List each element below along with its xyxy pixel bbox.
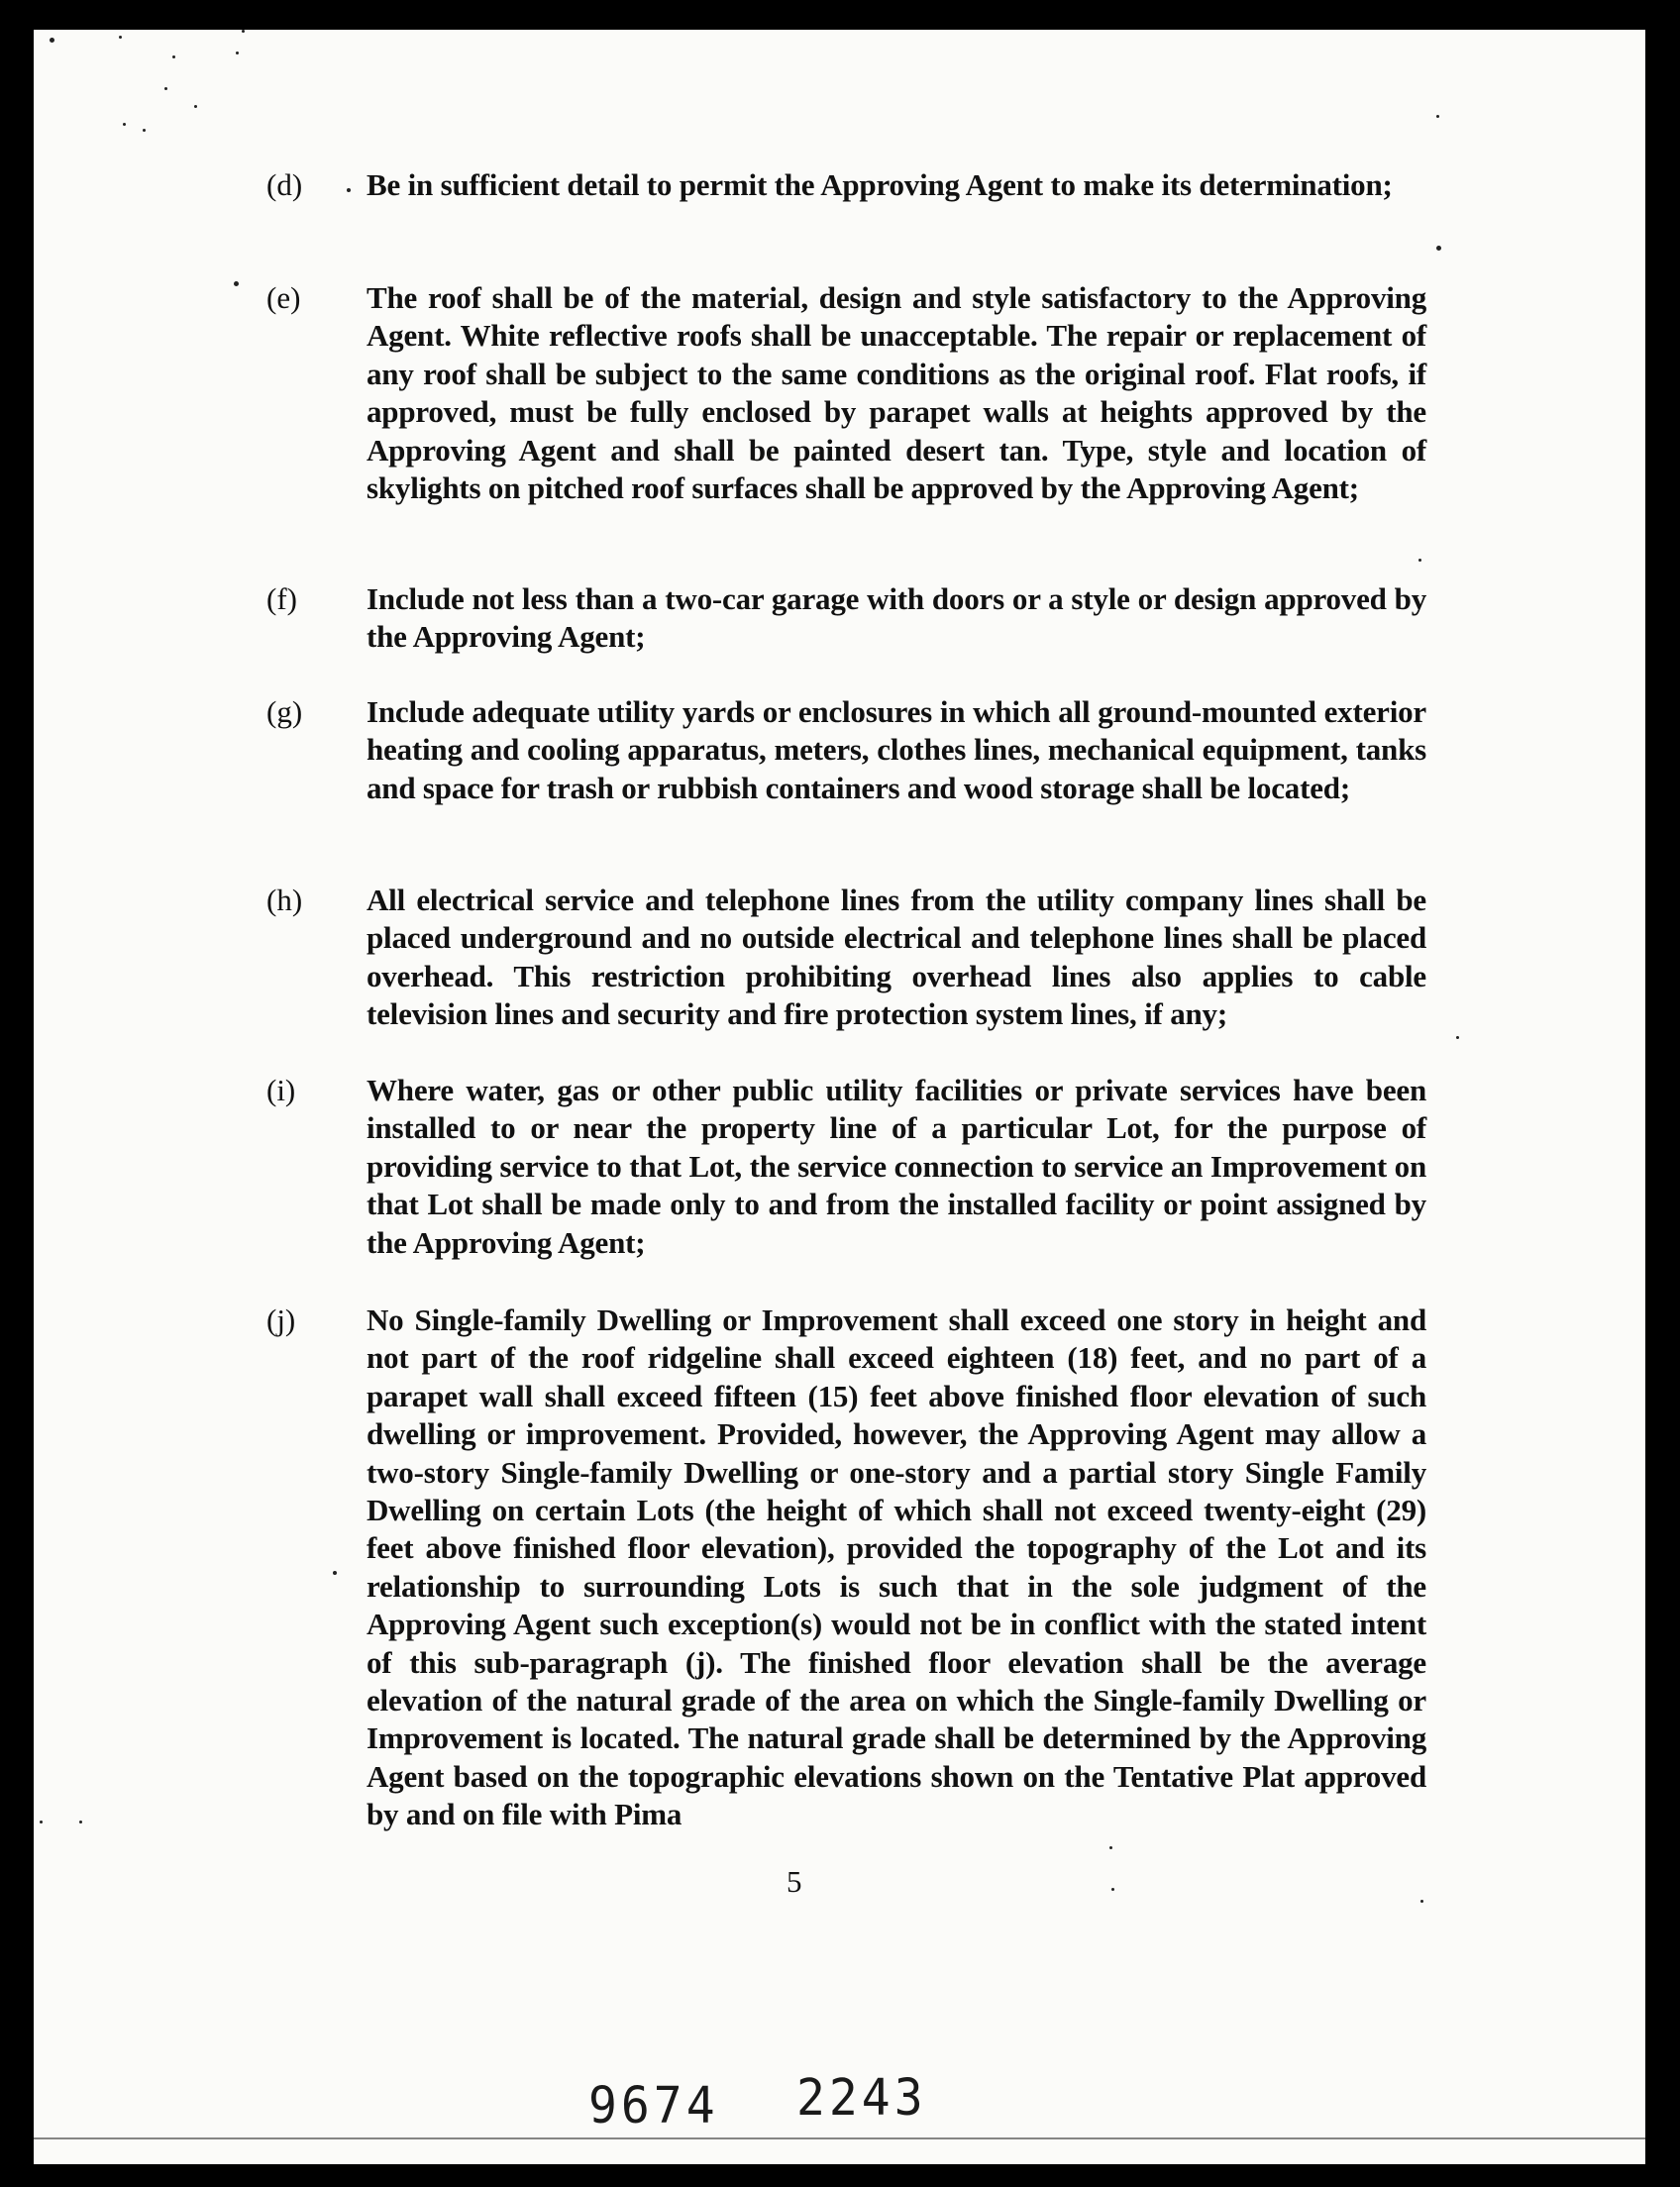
paragraph-text: No Single-family Dwelling or Improvement shall exceed one story in height and not part of the roof ridgeline shall exceed eighteen (18) feet, and no part of a parapet wall shall exceed fifteen (15) feet above finished floor elevation of such dwelling or improvement. Provided, however, the Approving Agent may allow a two-story Single-family Dwelling or one-story and a partial story Single Family Dwelling on certain Lots (the height of which shall not exceed twenty-eight (29) feet above finished floor elevation), provided the topography of the Lot and its relationship to surrounding Lots is such that in the sole judgment of the Approving Agent such exception(s) would not be in conflict with the stated intent of this sub-paragraph (j). The finished floor elevation shall be the average elevation of the natural grade of the area on which the Single-family Dwelling or Improvement is located. The natural grade shall be determined by the Approving Agent based on the topographic elevations shown on the Tentative Plat approved by and on file with Pima: [367, 1302, 1426, 1832]
paragraph-text: All electrical service and telephone lines from the utility company lines shall be placed underground and no outside electrical and telephone lines shall be placed overhead. This restriction prohibiting overhead lines also applies to cable television lines and security and fire protection system lines, if any;: [367, 883, 1426, 1032]
scan-speck: [79, 1821, 82, 1823]
scan-speck: [1109, 1846, 1112, 1849]
scan-edge-line: [34, 2137, 1645, 2139]
stamp-number-left: 9674: [588, 2076, 719, 2135]
scan-speck: [1436, 115, 1439, 118]
scan-speck: [234, 281, 239, 286]
paragraph-text: The roof shall be of the material, design and style satisfactory to the Approving Agent. White reflective roofs shall be unacceptable. The repair or replacement of any roof shall be subject to the same conditions as the original roof. Flat roofs, if approved, must be fully enclosed by parapet walls at heights approved by the Approving Agent and shall be painted desert tan. Type, style and location of skylights on pitched roof surfaces shall be approved by the Approving Agent;: [367, 280, 1426, 506]
paragraph-text: Be in sufficient detail to permit the Approving Agent to make its determination;: [367, 167, 1393, 202]
scan-speck: [1111, 1888, 1114, 1891]
paragraph-text: Include adequate utility yards or enclosures in which all ground-mounted exterior heating and cooling apparatus, meters, clothes lines, mechanical equipment, tanks and space for trash or rubbish containers and wood storage shall be located;: [367, 694, 1426, 805]
scan-speck: [123, 123, 126, 126]
scan-speck: [333, 1571, 337, 1575]
scan-speck: [172, 55, 175, 58]
paragraph-label: (d): [266, 167, 303, 202]
scan-speck: [347, 188, 351, 192]
paragraph-label: (g): [266, 694, 303, 729]
scan-speck: [1436, 246, 1441, 251]
paragraph-label: (h): [266, 883, 303, 917]
page-number: 5: [787, 1864, 802, 1899]
paragraph-label: (j): [266, 1302, 296, 1337]
scan-speck: [119, 36, 122, 39]
stamp-number-right: 2243: [796, 2068, 927, 2128]
scan-speck: [1456, 1036, 1459, 1039]
scan-speck: [194, 105, 197, 108]
paragraph-label: (f): [266, 581, 297, 616]
paragraph-text: Where water, gas or other public utility facilities or private services have been installed to or near the property line of a particular Lot, for the purpose of providing service to that Lot, the service connection to service an Improvement on that Lot shall be made only to and from the installed facility or point assigned by the Approving Agent;: [367, 1073, 1426, 1260]
scan-speck: [50, 38, 54, 43]
scan-speck: [1420, 1900, 1423, 1903]
scan-speck: [143, 129, 146, 132]
scan-speck: [242, 30, 245, 33]
paragraph-text: Include not less than a two-car garage with doors or a style or design approved by the Approving Agent;: [367, 581, 1426, 655]
scan-speck: [164, 87, 167, 90]
document-page: [34, 30, 1645, 2164]
scan-speck: [40, 1821, 43, 1823]
paragraph-label: (e): [266, 280, 301, 315]
scan-speck: [236, 52, 239, 54]
scan-speck: [1418, 559, 1421, 562]
document-body: [34, 30, 1645, 2164]
paragraph-label: (i): [266, 1073, 296, 1107]
